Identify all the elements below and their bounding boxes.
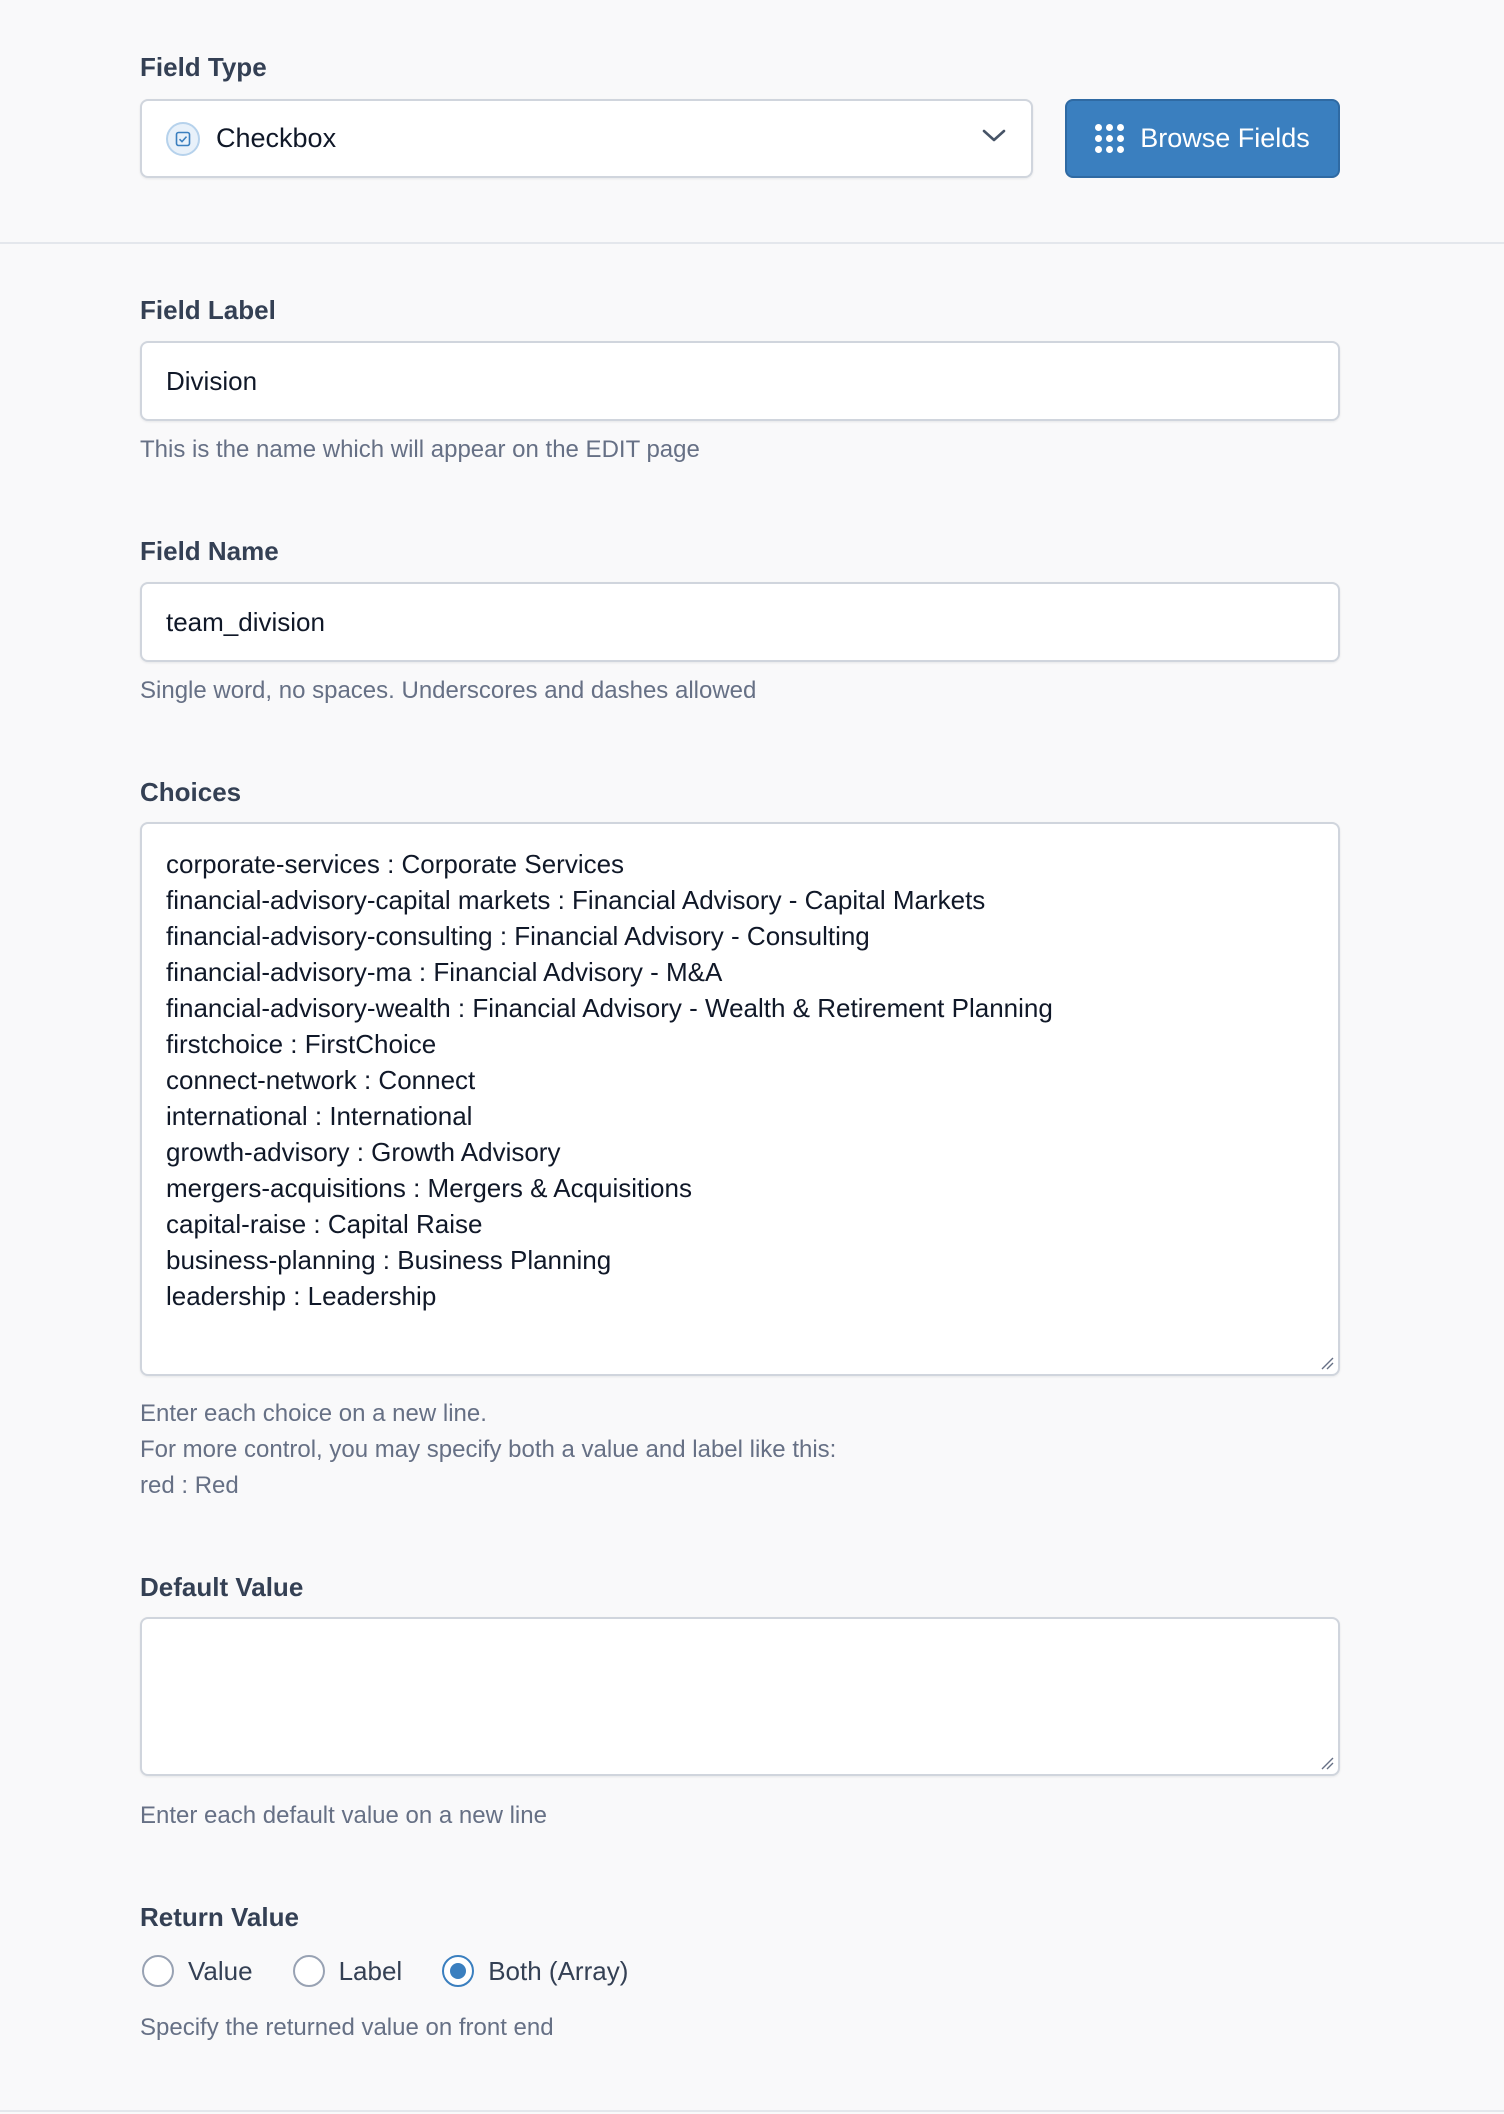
radio-label: Label <box>338 1955 403 1986</box>
chevron-down-icon <box>981 127 1007 150</box>
default-value-help: Enter each default value on a new line <box>140 1802 547 1829</box>
radio-button-selected[interactable] <box>442 1955 474 1987</box>
choice-line: capital-raise : Capital Raise <box>166 1209 483 1239</box>
field-type-select[interactable] <box>140 99 1033 178</box>
field-name-value: team_division <box>166 606 325 637</box>
choice-line: corporate-services : Corporate Services <box>166 849 625 879</box>
radio-option-both-array[interactable] <box>442 1955 628 1987</box>
choice-line: mergers-acquisitions : Mergers & Acquisitions <box>166 1173 692 1203</box>
section-divider <box>0 2110 1504 2112</box>
choice-line: financial-advisory-capital markets : Financial Advisory - Capital Markets <box>166 885 986 915</box>
choice-line: leadership : Leadership <box>166 1281 437 1311</box>
choice-line: financial-advisory-consulting : Financial Advisory - Consulting <box>166 921 870 951</box>
choices-label: Choices <box>140 777 242 807</box>
radio-button[interactable] <box>142 1955 174 1987</box>
field-type-selected: Checkbox <box>216 123 337 153</box>
radio-option-label[interactable] <box>293 1955 403 1987</box>
radio-button[interactable] <box>293 1955 325 1987</box>
field-name-input[interactable] <box>140 582 1340 662</box>
return-value-help: Specify the returned value on front end <box>140 2014 554 2041</box>
resize-handle-icon[interactable] <box>1320 1356 1334 1370</box>
choice-line: growth-advisory : Growth Advisory <box>166 1137 561 1167</box>
return-value-label: Return Value <box>140 1902 299 1932</box>
choices-help-line: For more control, you may specify both a value and label like this: <box>140 1436 837 1463</box>
choices-textarea[interactable] <box>140 822 1340 1376</box>
choices-help-line: red : Red <box>140 1472 239 1499</box>
choices-help <box>140 1396 1340 1504</box>
field-label-label: Field Label <box>140 295 276 325</box>
checkbox-icon <box>166 122 200 156</box>
browse-fields-label: Browse Fields <box>1140 123 1310 153</box>
choice-line: international : International <box>166 1101 473 1131</box>
default-value-textarea[interactable] <box>140 1617 1340 1776</box>
field-type-label-text: Field Type <box>140 52 267 82</box>
choices-help-line: Enter each choice on a new line. <box>140 1400 487 1427</box>
choice-line: financial-advisory-ma : Financial Advisory - M&A <box>166 957 723 987</box>
browse-fields-button[interactable] <box>1065 99 1340 178</box>
radio-label: Value <box>188 1955 253 1986</box>
field-name-label: Field Name <box>140 536 279 566</box>
resize-handle-icon[interactable] <box>1320 1756 1334 1770</box>
choice-line: financial-advisory-wealth : Financial Advisory - Wealth & Retirement Planning <box>166 993 1053 1023</box>
return-value-radio-group <box>142 1955 1342 1987</box>
section-divider <box>0 242 1504 244</box>
radio-label: Both (Array) <box>488 1955 629 1986</box>
field-name-help: Single word, no spaces. Underscores and dashes allowed <box>140 677 757 704</box>
grid-icon <box>1095 124 1124 153</box>
field-label-group <box>140 295 1340 326</box>
choice-line: firstchoice : FirstChoice <box>166 1029 437 1059</box>
radio-option-value[interactable] <box>142 1955 253 1987</box>
field-label-value: Division <box>166 365 258 396</box>
field-label-help: This is the name which will appear on the EDIT page <box>140 436 700 463</box>
field-label-input[interactable] <box>140 341 1340 421</box>
default-value-label: Default Value <box>140 1572 304 1602</box>
choice-line: business-planning : Business Planning <box>166 1245 612 1275</box>
choice-line: connect-network : Connect <box>166 1065 476 1095</box>
field-type-label <box>140 52 1340 83</box>
